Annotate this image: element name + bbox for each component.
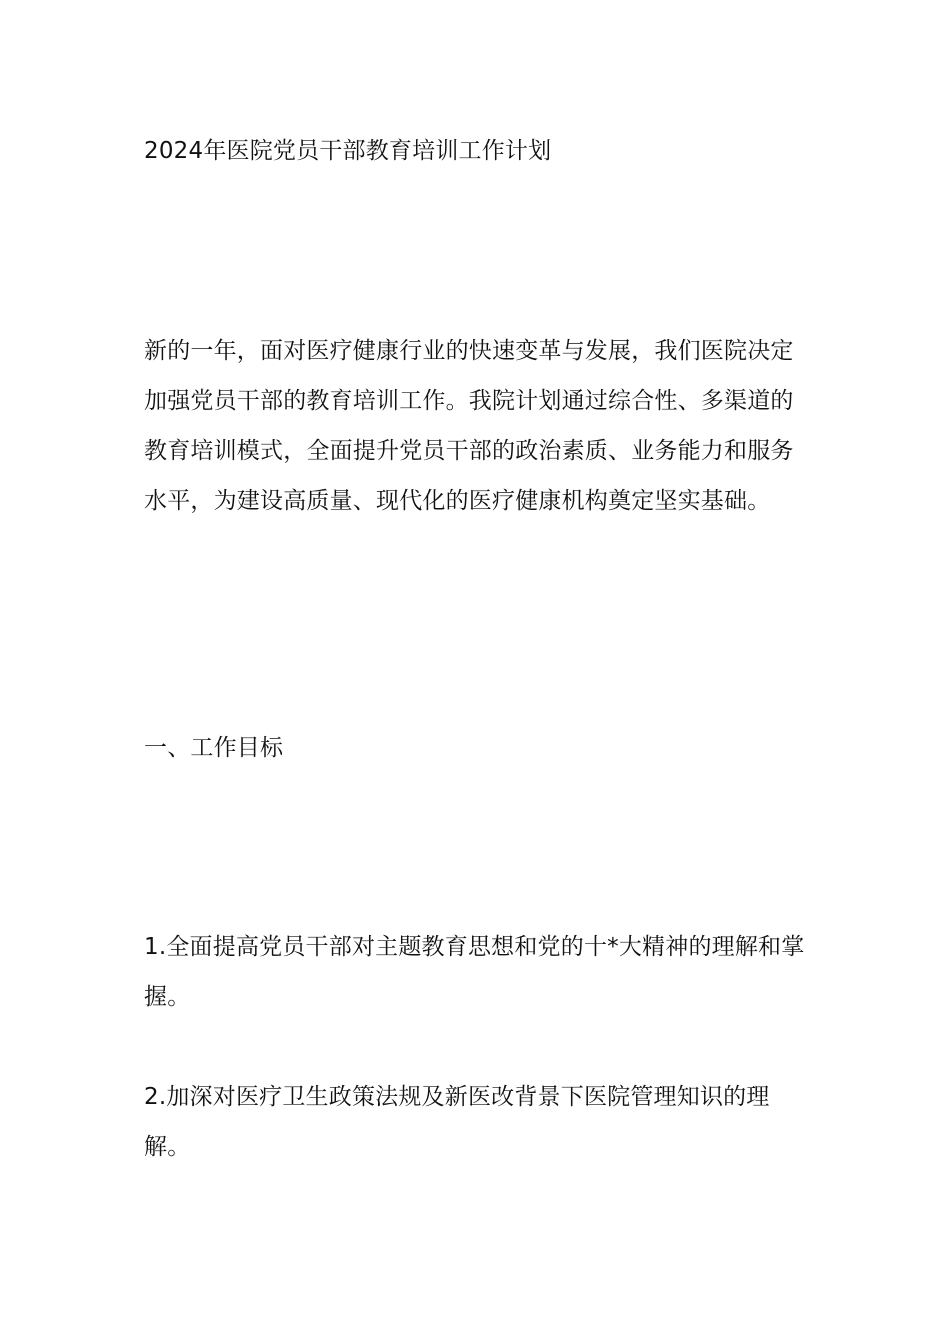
section-heading-work-goals: 一、工作目标 — [144, 735, 284, 761]
goal-item-2: 2.加深对医疗卫生政策法规及新医改背景下医院管理知识的理解。 — [144, 1084, 770, 1160]
goal-item-1: 1.全面提高党员干部对主题教育思想和党的十*大精神的理解和掌握。 — [144, 934, 805, 1010]
intro-paragraph: 新的一年，面对医疗健康行业的快速变革与发展，我们医院决定加强党员干部的教育培训工作。我院计划通过综合性、多渠道的教育培训模式，全面提升党员干部的政治素质、业务能力和服务水平，为建设高质量、现代化的医疗健康机构奠定坚实基础。 — [144, 338, 794, 514]
document-title: 2024年医院党员干部教育培训工作计划 — [144, 138, 552, 164]
